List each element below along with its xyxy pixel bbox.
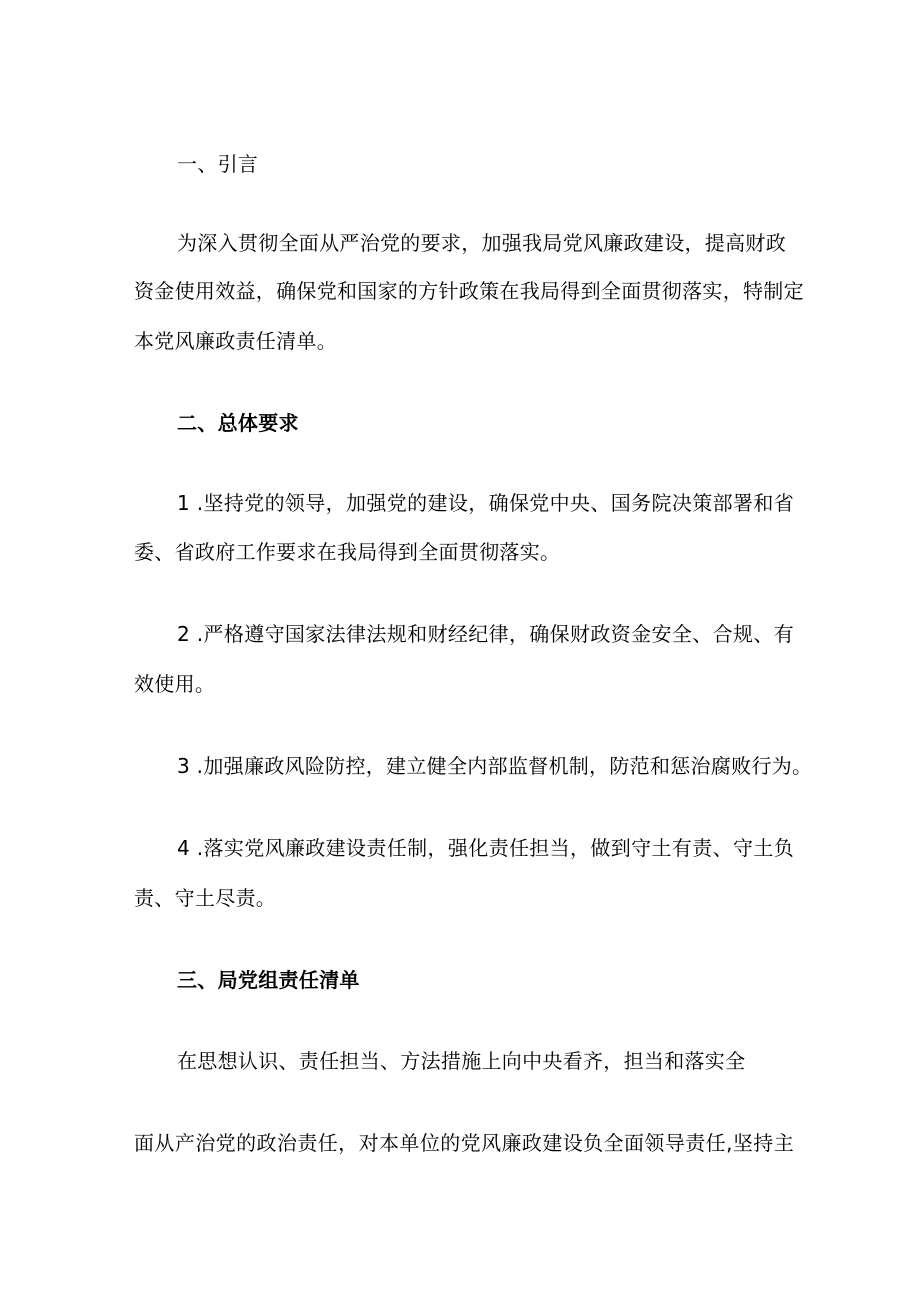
section-heading-party-group-responsibilities: 三、局党组责任清单 bbox=[177, 968, 360, 992]
paragraph-line: 面从产治党的政治责任，对本单位的党风廉政建设负全面领导责任,坚持主 bbox=[134, 1131, 794, 1155]
paragraph-line: 在思想认识、责任担当、方法措施上向中央看齐，担当和落实全 bbox=[177, 1049, 746, 1073]
section-heading-introduction: 一、引言 bbox=[177, 152, 259, 176]
list-item-line: 责、守土尽责。 bbox=[134, 886, 277, 910]
list-item-line: 4 .落实党风廉政建设责任制，强化责任担当，做到守土有责、守土负 bbox=[177, 836, 794, 860]
list-item-line: 效使用。 bbox=[134, 672, 216, 696]
paragraph-line: 资金使用效益，确保党和国家的方针政策在我局得到全面贯彻落实，特制定 bbox=[134, 279, 804, 303]
list-item-line: 委、省政府工作要求在我局得到全面贯彻落实。 bbox=[134, 540, 561, 564]
list-item-line: 3 .加强廉政风险防控，建立健全内部监督机制，防范和惩治腐败行为。 bbox=[177, 754, 813, 778]
list-item-line: 2 .严格遵守国家法律法规和财经纪律，确保财政资金安全、合规、有 bbox=[177, 622, 794, 646]
paragraph-line: 本党风廉政责任清单。 bbox=[134, 329, 337, 353]
section-heading-general-requirements: 二、总体要求 bbox=[177, 411, 299, 435]
list-item-line: 1 .坚持党的领导，加强党的建设，确保党中央、国务院决策部署和省 bbox=[177, 491, 794, 515]
paragraph-line: 为深入贯彻全面从严治党的要求，加强我局党风廉政建设，提高财政 bbox=[177, 231, 786, 255]
